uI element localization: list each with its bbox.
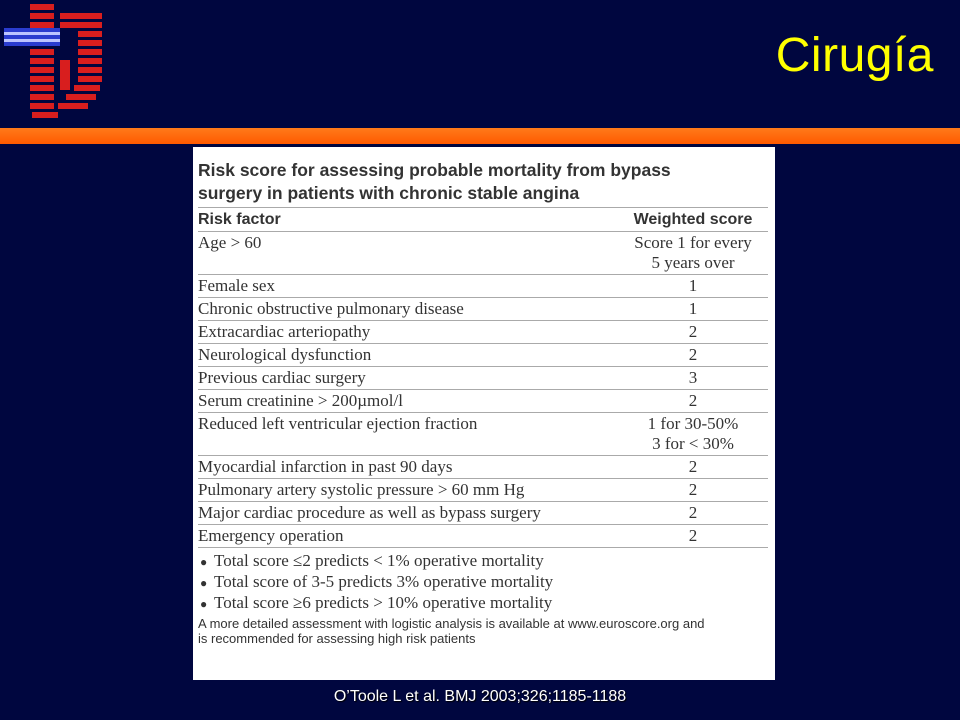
figure-title-line-1: Risk score for assessing probable mortality from bypass (198, 160, 671, 180)
score-line: 3 (688, 368, 698, 387)
note-item (198, 551, 765, 572)
weighted-score-cell (618, 413, 768, 456)
score-line: 2 (688, 526, 698, 545)
risk-factor-cell: Extracardiac arteriopathy (198, 321, 618, 344)
score-line: 2 (688, 322, 698, 341)
risk-factor-cell: Serum creatinine > 200µmol/l (198, 390, 618, 413)
score-line: 2 (688, 503, 698, 522)
score-line: 1 (688, 299, 698, 318)
score-line: 2 (688, 345, 698, 364)
risk-factor-cell: Reduced left ventricular ejection fraction (198, 413, 618, 456)
bullet-icon: ● (200, 597, 208, 611)
hospital-logo-icon (0, 0, 110, 125)
table-row (198, 390, 768, 413)
citation: O’Toole L et al. BMJ 2003;326;1185-1188 (333, 688, 627, 705)
footnote (198, 616, 765, 646)
risk-factor-cell: Myocardial infarction in past 90 days (198, 456, 618, 479)
table-row (198, 456, 768, 479)
figure-title (198, 159, 765, 205)
slide-title: Cirugía (775, 29, 934, 82)
weighted-score-cell (618, 456, 768, 479)
risk-factor-cell: Chronic obstructive pulmonary disease (198, 298, 618, 321)
risk-factor-cell: Female sex (198, 275, 618, 298)
risk-factor-cell: Emergency operation (198, 525, 618, 548)
score-line: 3 for < 30% (652, 434, 734, 453)
score-line: 2 (688, 480, 698, 499)
note-text: Total score ≥6 predicts > 10% operative mortality (214, 593, 553, 612)
table-row (198, 367, 768, 390)
score-line: Score 1 for every (634, 233, 752, 252)
figure-title-line-2: surgery in patients with chronic stable angina (198, 183, 580, 203)
table-row (198, 232, 768, 275)
score-line: 1 (688, 276, 698, 295)
table-row (198, 321, 768, 344)
note-text: Total score ≤2 predicts < 1% operative mortality (214, 551, 544, 570)
table-row (198, 479, 768, 502)
header-bar (0, 128, 960, 144)
note-item (198, 593, 765, 614)
weighted-score-cell (618, 298, 768, 321)
score-line: 5 years over (651, 253, 735, 272)
risk-factor-cell: Previous cardiac surgery (198, 367, 618, 390)
table-row (198, 275, 768, 298)
weighted-score-cell (618, 390, 768, 413)
table-row (198, 413, 768, 456)
weighted-score-cell (618, 525, 768, 548)
weighted-score-cell (618, 232, 768, 275)
risk-factor-header: Risk factor (198, 208, 618, 232)
note-text: Total score of 3-5 predicts 3% operative mortality (214, 572, 554, 591)
table-row (198, 298, 768, 321)
weighted-score-cell (618, 479, 768, 502)
bullet-icon: ● (200, 576, 208, 590)
score-line: 2 (688, 457, 698, 476)
table-body (198, 232, 768, 548)
bullet-icon: ● (200, 555, 208, 569)
risk-factor-cell: Major cardiac procedure as well as bypass surgery (198, 502, 618, 525)
risk-factor-cell: Age > 60 (198, 232, 618, 275)
risk-score-table-figure (193, 147, 775, 680)
note-item (198, 572, 765, 593)
weighted-score-cell (618, 367, 768, 390)
weighted-score-cell (618, 344, 768, 367)
weighted-score-header: Weighted score (618, 208, 768, 232)
risk-factor-cell: Pulmonary artery systolic pressure > 60 mm Hg (198, 479, 618, 502)
weighted-score-cell (618, 321, 768, 344)
risk-score-table (198, 207, 768, 548)
table-header-row (198, 208, 768, 232)
table-row (198, 525, 768, 548)
score-line: 2 (688, 391, 698, 410)
table-row (198, 344, 768, 367)
score-notes (198, 551, 765, 614)
footnote-line-1: A more detailed assessment with logistic analysis is available at www.euroscore.org and (198, 616, 705, 631)
risk-factor-cell: Neurological dysfunction (198, 344, 618, 367)
weighted-score-cell (618, 275, 768, 298)
score-line: 1 for 30-50% (647, 414, 739, 433)
table-row (198, 502, 768, 525)
footnote-line-2: is recommended for assessing high risk patients (198, 631, 476, 646)
weighted-score-cell (618, 502, 768, 525)
